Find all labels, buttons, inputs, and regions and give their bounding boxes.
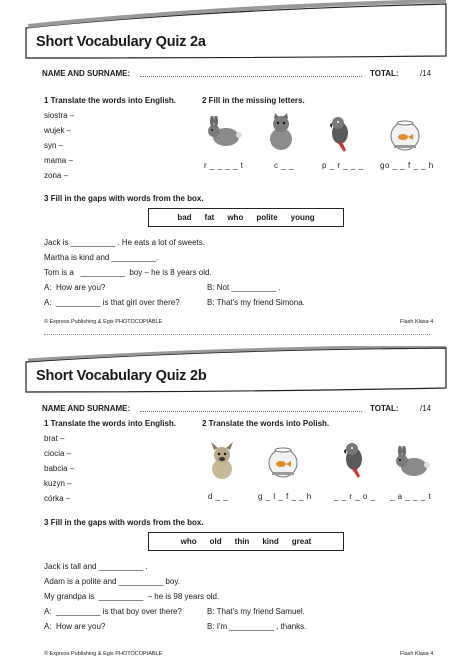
title-banner: [0, 0, 474, 62]
word-item: córka –: [44, 494, 71, 503]
reply-text: B: Not __________ .: [207, 283, 281, 292]
blank-word[interactable]: _ a _ _ _ t: [390, 492, 432, 501]
word-item: wujek –: [44, 126, 72, 135]
word-item: ciocia –: [44, 449, 72, 458]
box-word: young: [290, 213, 315, 222]
gap-sentence: [44, 607, 305, 616]
blank-word[interactable]: p _ r _ _ _: [322, 161, 364, 170]
sentence-text: Tom is a __________ boy – he is 8 years old.: [44, 268, 212, 277]
box-word: polite: [256, 213, 278, 222]
reply-text: B: That's my friend Samuel.: [207, 607, 305, 616]
box-word: great: [291, 537, 312, 546]
blank-word[interactable]: go _ _ f _ _ h: [380, 161, 434, 170]
word-item: syn –: [44, 141, 64, 150]
total-label: TOTAL:: [370, 404, 399, 413]
sentence-text: Jack is __________ . He eats a lot of sweets.: [44, 238, 205, 247]
box-word: old: [209, 537, 222, 546]
box-word: bad: [177, 213, 192, 222]
reply-text: B: That's my friend Simona.: [207, 298, 305, 307]
score-field[interactable]: /14: [420, 69, 432, 78]
goldfish-bowl-picture: [266, 446, 300, 478]
parrot-picture: [326, 116, 354, 152]
parrot-picture: [340, 442, 368, 478]
sentence-text: My grandpa is __________ – he is 98 years old.: [44, 592, 220, 601]
page-title: Short Vocabulary Quiz 2a: [36, 34, 206, 50]
name-field[interactable]: [140, 71, 362, 77]
gap-sentence: [44, 577, 180, 586]
word-item: zona –: [44, 171, 69, 180]
blank-word[interactable]: _ _ r _ o _: [334, 492, 376, 501]
exercise-3-heading: 3 Fill in the gaps with words from the box.: [44, 194, 204, 203]
box-word: who: [180, 537, 197, 546]
box-word: who: [227, 213, 244, 222]
blank-word[interactable]: r _ _ _ _ t: [204, 161, 244, 170]
footer-book: Flash Klasa 4: [400, 319, 434, 325]
box-word: thin: [234, 537, 250, 546]
word-item: siostra –: [44, 111, 75, 120]
rabbit-picture: [204, 116, 244, 148]
sentence-text: Adam is a polite and __________ boy.: [44, 577, 180, 586]
dog-picture: [206, 442, 238, 480]
sentence-text: A: __________ is that boy over there?: [44, 607, 182, 616]
word-box: [148, 208, 344, 227]
footer-copyright: © Express Publishing & Egis PHOTOCOPIABLE: [44, 319, 163, 325]
exercise-3-heading: 3 Fill in the gaps with words from the box.: [44, 518, 204, 527]
gap-sentence: [44, 283, 281, 292]
gap-sentence: [44, 622, 307, 631]
blank-word[interactable]: d _ _: [208, 492, 229, 501]
footer-copyright: © Express Publishing & Egis PHOTOCOPIABLE: [44, 651, 163, 657]
goldfish-bowl-picture: [388, 119, 422, 151]
name-row: [42, 404, 442, 413]
cat-picture: [264, 113, 298, 151]
total-label: TOTAL:: [370, 69, 399, 78]
sentence-text: Martha is kind and __________.: [44, 253, 159, 262]
footer-book: Flash Klasa 4: [400, 651, 434, 657]
sentence-text: A: How are you?: [44, 622, 106, 631]
gap-sentence: [44, 238, 205, 247]
gap-sentence: [44, 592, 219, 601]
gap-sentence: [44, 298, 305, 307]
exercise-2-heading: 2 Translate the words into Polish.: [202, 419, 330, 428]
rabbit-picture: [392, 446, 432, 478]
sentence-text: Jack is tall and __________ .: [44, 562, 148, 571]
blank-word[interactable]: g _ l _ f _ _ h: [258, 492, 312, 501]
exercise-1-heading: 1 Translate the words into English.: [44, 96, 177, 105]
word-box: [148, 532, 344, 551]
score-field[interactable]: /14: [420, 404, 432, 413]
blank-word[interactable]: c _ _: [274, 161, 294, 170]
gap-sentence: [44, 562, 148, 571]
cut-line: [44, 334, 430, 335]
name-field[interactable]: [140, 406, 362, 412]
exercise-1-heading: 1 Translate the words into English.: [44, 419, 177, 428]
sentence-text: A: How are you?: [44, 283, 106, 292]
name-row: [42, 69, 442, 78]
word-item: brat –: [44, 434, 65, 443]
sentence-text: A: __________ is that girl over there?: [44, 298, 180, 307]
word-item: kuzyn –: [44, 479, 72, 488]
page-title: Short Vocabulary Quiz 2b: [36, 368, 207, 384]
exercise-2-heading: 2 Fill in the missing letters.: [202, 96, 305, 105]
gap-sentence: [44, 253, 158, 262]
word-item: babcia –: [44, 464, 75, 473]
word-item: mama –: [44, 156, 73, 165]
box-word: kind: [262, 537, 279, 546]
reply-text: B: I'm __________ , thanks.: [207, 622, 307, 631]
box-word: fat: [204, 213, 215, 222]
gap-sentence: [44, 268, 212, 277]
name-label: NAME AND SURNAME:: [42, 69, 131, 78]
name-label: NAME AND SURNAME:: [42, 404, 131, 413]
